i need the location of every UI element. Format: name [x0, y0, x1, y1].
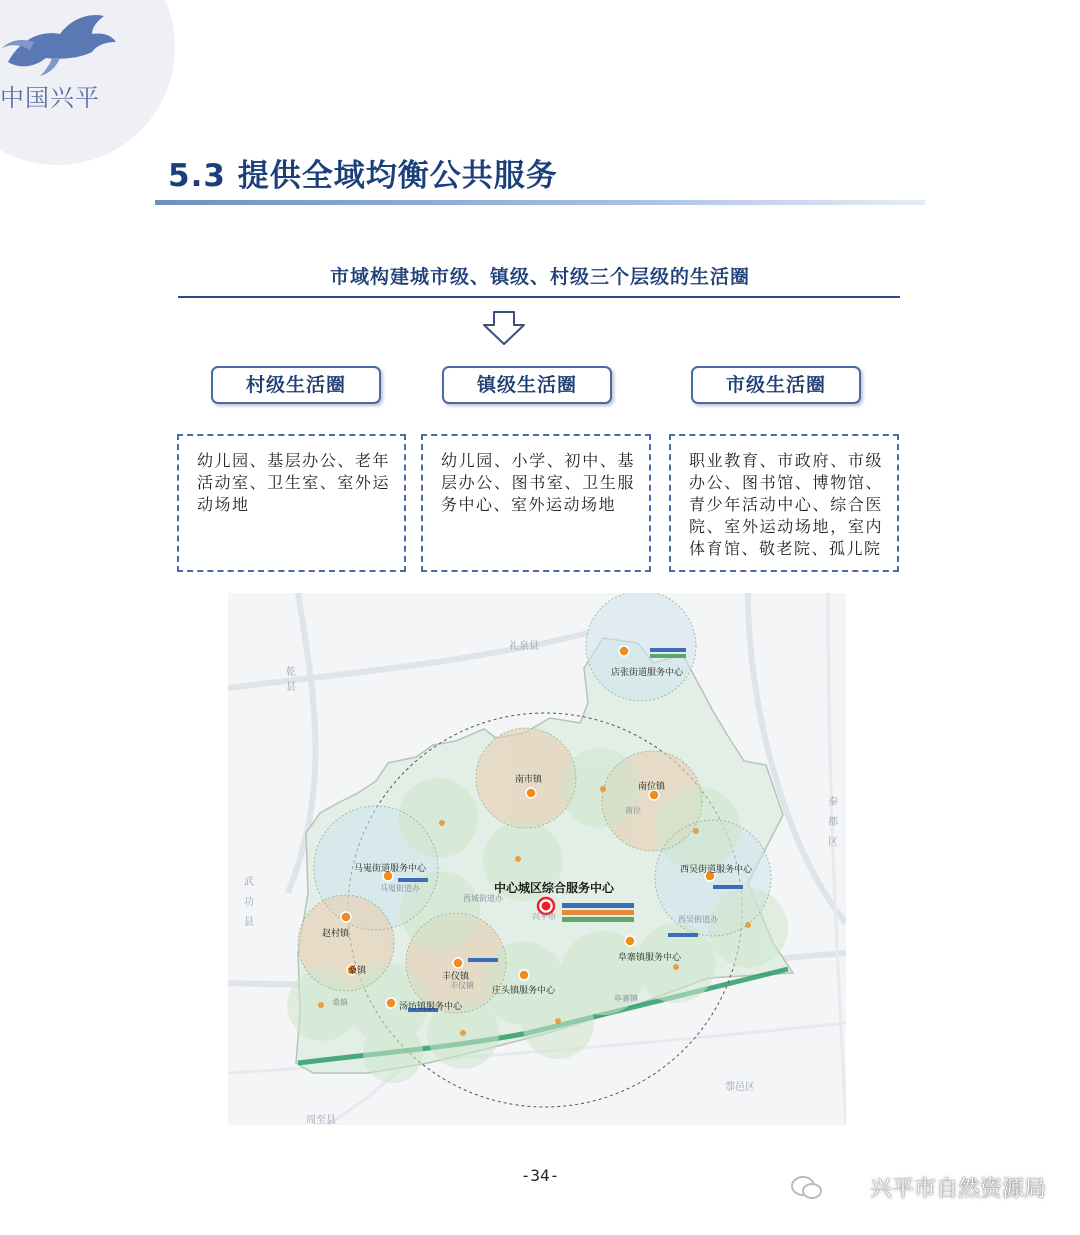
county-label: 秦都区: [828, 797, 838, 848]
sub-area-label: 丰仪镇: [450, 981, 474, 990]
village-level-box: 村级生活圈: [211, 366, 381, 404]
subtitle-divider: [178, 296, 900, 298]
section-title: 5.3 提供全域均衡公共服务: [168, 158, 558, 194]
county-label: 武功县: [244, 877, 254, 928]
county-label: 鄠邑区: [725, 1082, 755, 1093]
village-level-desc: 幼儿园、基层办公、老年活动室、卫生室、室外运动场地: [177, 434, 406, 572]
sub-area-label: 南位: [625, 806, 641, 815]
district-label: 西吴街道办: [678, 915, 718, 924]
town-level-box: 镇级生活圈: [442, 366, 612, 404]
service-center-label: 汤坊镇服务中心: [399, 1002, 463, 1012]
service-center-label: 丰仪镇: [442, 972, 470, 982]
service-center-label: 桑镇: [348, 966, 367, 976]
watermark-text: 兴平市自然资源局: [869, 1177, 1046, 1202]
city-level-box: 市级生活圈: [691, 366, 861, 404]
service-center-label: 南市镇: [515, 775, 543, 785]
down-arrow-icon: [481, 310, 527, 346]
county-label: 乾县: [286, 667, 296, 693]
district-label: 西城街道办: [463, 894, 503, 903]
service-center-label: 庄头镇服务中心: [492, 986, 556, 996]
wechat-icon: [790, 1174, 824, 1202]
service-center-label: 赵村镇: [322, 929, 350, 939]
life-circle-map: [228, 593, 846, 1125]
center-service-label: 中心城区综合服务中心: [494, 881, 615, 895]
town-level-desc: 幼儿园、小学、初中、基层办公、图书室、卫生服务中心、室外运动场地: [421, 434, 651, 572]
center-city-label: 兴平市: [532, 912, 556, 921]
sub-area-label: 桑镇: [332, 998, 348, 1007]
service-center-label: 马嵬街道服务中心: [354, 864, 427, 874]
service-center-label: 阜寨镇服务中心: [618, 953, 682, 963]
service-center-label: 南位镇: [638, 782, 666, 792]
county-label: 周至县: [306, 1115, 336, 1126]
page-number: -34-: [520, 1166, 560, 1185]
title-divider: [155, 200, 925, 205]
county-label: 礼泉县: [509, 641, 539, 652]
service-center-label: 店张街道服务中心: [611, 668, 684, 678]
subtitle: 市域构建城市级、镇级、村级三个层级的生活圈: [329, 266, 750, 288]
sub-area-label: 马嵬街道办: [380, 884, 420, 893]
service-center-label: 西吴街道服务中心: [680, 865, 753, 875]
sub-area-label: 阜寨镇: [614, 994, 638, 1003]
city-level-desc: 职业教育、市政府、市级办公、图书馆、博物馆、青少年活动中心、综合医院、室外运动场地，室内体育馆、敬老院、孤儿院: [669, 434, 899, 572]
logo-text: 中国兴平: [0, 84, 100, 112]
